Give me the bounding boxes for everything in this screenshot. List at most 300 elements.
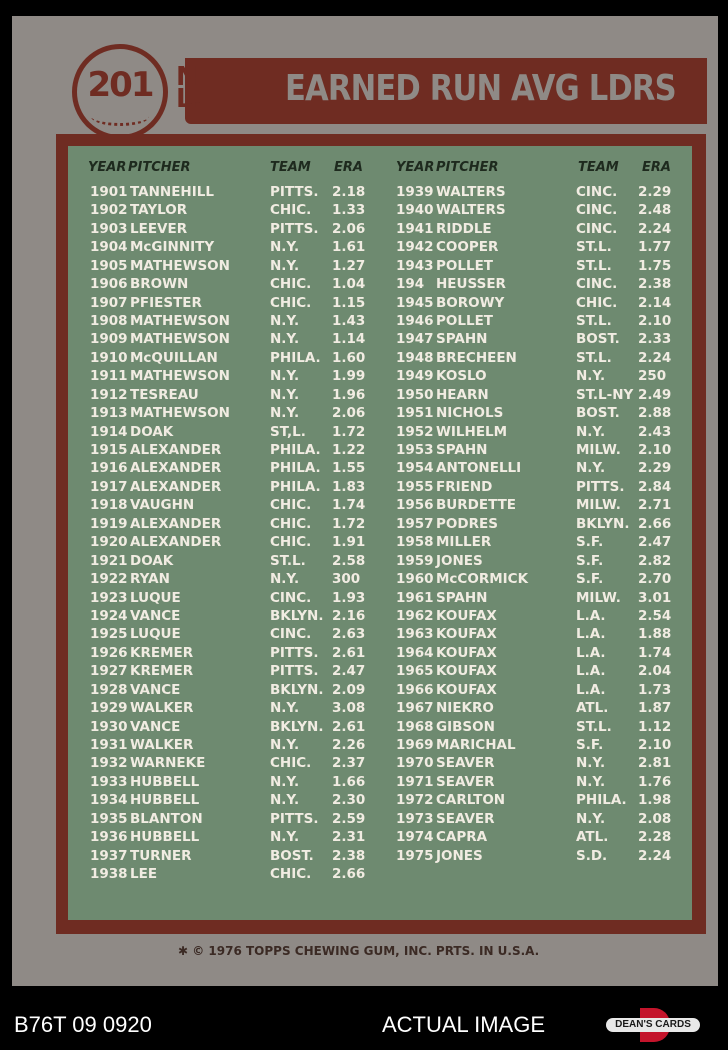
cell-era: 2.26: [332, 736, 366, 753]
cell-pitcher: VAUGHN: [130, 497, 195, 514]
cell-era: 1.73: [638, 681, 672, 698]
cell-era: 2.10: [638, 442, 672, 458]
cell-team: L.A.: [576, 663, 606, 680]
cell-team: MILW.: [576, 497, 621, 514]
card-code: B76T 09 0920: [14, 1012, 152, 1037]
cell-team: ST.L.: [576, 313, 612, 329]
cell-era: 1.22: [332, 442, 366, 458]
cell-era: 2.59: [332, 810, 366, 827]
cell-year: 1913: [90, 405, 128, 422]
cell-era: 1.87: [638, 700, 672, 716]
header-pitcher-left: PITCHER: [128, 160, 191, 175]
cell-pitcher: MATHEWSON: [130, 368, 230, 385]
cell-team: N.Y.: [270, 405, 300, 422]
cell-era: 2.09: [332, 681, 366, 698]
cell-team: N.Y.: [270, 239, 300, 256]
cell-year: 1903: [90, 220, 128, 237]
cell-era: 1.55: [332, 460, 366, 477]
league-bottom: L.: [176, 84, 203, 114]
cell-era: 1.75: [638, 257, 672, 274]
cell-era: 2.63: [332, 626, 366, 643]
cell-team: ST.L.: [576, 239, 612, 256]
cell-team: N.Y.: [270, 792, 300, 809]
cell-pitcher: BROWN: [130, 276, 189, 293]
cell-year: 1946: [396, 313, 434, 329]
cell-team: CHIC.: [270, 534, 312, 551]
cell-year: 1937: [90, 847, 128, 864]
cell-era: 2.70: [638, 571, 672, 587]
cell-pitcher: HEUSSER: [436, 276, 506, 293]
cell-year: 1975: [396, 847, 434, 864]
cell-team: S.F.: [576, 736, 604, 753]
header-team-left: TEAM: [270, 160, 311, 175]
cell-era: 1.14: [332, 331, 366, 348]
cell-team: CINC.: [576, 276, 618, 293]
cell-pitcher: VANCE: [130, 718, 181, 735]
cell-year: 1965: [396, 663, 434, 680]
cell-pitcher: ALEXANDER: [130, 534, 222, 551]
cell-team: PITTS.: [270, 184, 319, 200]
cell-year: 1908: [90, 313, 128, 329]
cell-team: N.Y.: [270, 386, 300, 403]
cell-year: 1922: [90, 571, 128, 587]
cell-team: PITTS.: [270, 644, 319, 661]
cell-era: 2.88: [638, 405, 672, 422]
cell-pitcher: RIDDLE: [436, 220, 492, 237]
cell-era: 3.08: [332, 700, 366, 716]
cell-year: 1933: [90, 773, 128, 790]
cell-pitcher: BOROWY: [436, 294, 505, 311]
cell-era: 1.77: [638, 239, 672, 256]
cell-team: N.Y.: [270, 700, 300, 716]
cell-era: 2.29: [638, 184, 672, 200]
cell-year: 1926: [90, 644, 128, 661]
cell-year: 1904: [90, 239, 128, 256]
cell-year: 1929: [90, 700, 128, 716]
cell-pitcher: KOUFAX: [436, 663, 497, 680]
cell-era: 1.96: [332, 386, 366, 403]
cell-era: 1.83: [332, 478, 366, 495]
cell-team: N.Y.: [576, 773, 606, 790]
cell-pitcher: TANNEHILL: [130, 184, 214, 200]
cell-era: 2.24: [638, 220, 672, 237]
card-number: 201: [87, 65, 153, 105]
cell-year: 1905: [90, 257, 128, 274]
cell-era: 1.99: [332, 368, 366, 385]
cell-year: 1955: [396, 478, 434, 495]
cell-era: 2.49: [638, 386, 672, 403]
cell-era: 2.08: [638, 810, 672, 827]
cell-year: 1914: [90, 423, 128, 440]
cell-era: 1.66: [332, 773, 366, 790]
cell-pitcher: MATHEWSON: [130, 331, 230, 348]
cell-era: 2.06: [332, 220, 366, 237]
cell-team: PHILA.: [576, 792, 627, 809]
cell-team: CHIC.: [270, 276, 312, 293]
cell-era: 1.12: [638, 718, 672, 735]
cell-team: ATL.: [576, 829, 609, 845]
cell-era: 2.81: [638, 755, 672, 772]
cell-year: 1970: [396, 755, 434, 772]
cell-team: N.Y.: [576, 368, 606, 385]
cell-pitcher: McCORMICK: [436, 571, 529, 587]
cell-pitcher: ALEXANDER: [130, 478, 222, 495]
cell-pitcher: WALTERS: [436, 202, 506, 219]
cell-team: N.Y.: [270, 773, 300, 790]
cell-year: 1942: [396, 239, 434, 256]
cell-year: 1972: [396, 792, 434, 809]
cell-year: 1952: [396, 423, 434, 440]
cell-team: N.Y.: [270, 331, 300, 348]
cell-pitcher: ALEXANDER: [130, 515, 222, 532]
cell-era: 300: [332, 571, 361, 587]
cell-era: 2.37: [332, 755, 366, 772]
cell-team: ST.L-NY: [576, 386, 634, 403]
cell-pitcher: MATHEWSON: [130, 257, 230, 274]
cell-pitcher: TAYLOR: [130, 202, 188, 219]
cell-team: L.A.: [576, 644, 606, 661]
cell-era: 2.61: [332, 718, 366, 735]
cell-year: 1934: [90, 792, 128, 809]
cell-year: 1945: [396, 294, 434, 311]
title-banner: [185, 58, 707, 124]
cell-era: 1.43: [332, 313, 366, 329]
league-top: N: [176, 62, 198, 92]
ball-seam: [91, 107, 149, 126]
copyright-footer: ✱ © 1976 TOPPS CHEWING GUM, INC. PRTS. IN U.S.A.: [178, 944, 540, 958]
cell-pitcher: FRIEND: [436, 478, 493, 495]
cell-year: 1940: [396, 202, 434, 219]
cell-year: 1969: [396, 736, 434, 753]
cell-team: ATL.: [576, 700, 609, 716]
deans-cards-logo: [606, 1008, 700, 1042]
cell-year: 1909: [90, 331, 128, 348]
cell-year: 1938: [90, 865, 128, 882]
cell-year: 1921: [90, 552, 128, 569]
cell-era: 2.71: [638, 497, 672, 514]
cell-pitcher: KOUFAX: [436, 626, 497, 643]
cell-pitcher: KOUFAX: [436, 607, 497, 624]
card-title: EARNED RUN AVG LDRS: [285, 68, 676, 109]
cell-era: 2.06: [332, 405, 366, 422]
cell-pitcher: DOAK: [130, 552, 174, 569]
cell-era: 1.72: [332, 423, 366, 440]
cell-era: 1.15: [332, 294, 366, 311]
cell-pitcher: SEAVER: [436, 773, 495, 790]
cell-era: 2.58: [332, 552, 366, 569]
cell-team: S.F.: [576, 571, 604, 587]
cell-pitcher: LUQUE: [130, 589, 181, 606]
cell-era: 2.38: [332, 847, 366, 864]
cell-pitcher: HUBBELL: [130, 829, 200, 845]
cell-year: 1958: [396, 534, 434, 551]
cell-pitcher: ALEXANDER: [130, 460, 222, 477]
cell-team: PHILA.: [270, 460, 321, 477]
cell-team: ST,L.: [270, 423, 306, 440]
cell-year: 1915: [90, 442, 128, 458]
cell-team: MILW.: [576, 442, 621, 458]
cell-team: PHILA.: [270, 442, 321, 458]
cell-pitcher: DOAK: [130, 423, 174, 440]
cell-pitcher: WALKER: [130, 736, 194, 753]
cell-team: BKLYN.: [576, 515, 630, 532]
cell-year: 1964: [396, 644, 434, 661]
cell-team: CINC.: [576, 220, 618, 237]
cell-pitcher: KREMER: [130, 663, 194, 680]
cell-pitcher: McQUILLAN: [130, 349, 218, 366]
cell-year: 1918: [90, 497, 128, 514]
header-pitcher-right: PITCHER: [436, 160, 499, 175]
cell-era: 2.66: [638, 515, 672, 532]
cell-pitcher: HUBBELL: [130, 792, 200, 809]
cell-era: 2.82: [638, 552, 672, 569]
cell-year: 1954: [396, 460, 434, 477]
cell-year: 1925: [90, 626, 128, 643]
cell-era: 2.61: [332, 644, 366, 661]
cell-year: 1973: [396, 810, 434, 827]
cell-year: 1907: [90, 294, 128, 311]
cell-year: 1956: [396, 497, 434, 514]
cell-team: S.F.: [576, 534, 604, 551]
cell-year: 1953: [396, 442, 434, 458]
cell-pitcher: BLANTON: [130, 810, 203, 827]
cell-team: PHILA.: [270, 349, 321, 366]
cell-era: 1.74: [332, 497, 366, 514]
cell-era: 250: [638, 368, 667, 385]
logo-text: DEAN'S CARDS: [606, 1018, 700, 1032]
cell-year: 1967: [396, 700, 434, 716]
cell-team: CHIC.: [270, 755, 312, 772]
header-year-right: YEAR: [396, 160, 435, 175]
cell-year: 1936: [90, 829, 128, 845]
cell-pitcher: KOSLO: [436, 368, 487, 385]
cell-pitcher: BURDETTE: [436, 497, 517, 514]
cell-team: N.Y.: [576, 810, 606, 827]
cell-team: BOST.: [576, 405, 620, 422]
cell-pitcher: MATHEWSON: [130, 313, 230, 329]
header-year-left: YEAR: [88, 160, 127, 175]
cell-pitcher: WALTERS: [436, 184, 506, 200]
cell-team: MILW.: [576, 589, 621, 606]
cell-pitcher: NICHOLS: [436, 405, 504, 422]
cell-pitcher: VANCE: [130, 681, 181, 698]
cell-team: CHIC.: [576, 294, 618, 311]
cell-year: 1932: [90, 755, 128, 772]
cell-era: 2.10: [638, 313, 672, 329]
cell-year: 1943: [396, 257, 434, 274]
cell-era: 2.18: [332, 184, 366, 200]
cell-era: 2.30: [332, 792, 366, 809]
cell-pitcher: LEE: [130, 865, 158, 882]
cell-year: 1935: [90, 810, 128, 827]
cell-team: PITTS.: [270, 663, 319, 680]
cell-era: 1.33: [332, 202, 366, 219]
cell-year: 1948: [396, 349, 434, 366]
cell-pitcher: SPAHN: [436, 589, 488, 606]
cell-team: BKLYN.: [270, 607, 324, 624]
cell-year: 1957: [396, 515, 434, 532]
cell-year: 1917: [90, 478, 128, 495]
cell-team: PITTS.: [576, 478, 625, 495]
cell-pitcher: MARICHAL: [436, 736, 516, 753]
cell-team: N.Y.: [270, 257, 300, 274]
cell-pitcher: HEARN: [436, 386, 489, 403]
cell-pitcher: SPAHN: [436, 442, 488, 458]
cell-team: ST.L.: [576, 257, 612, 274]
cell-pitcher: VANCE: [130, 607, 181, 624]
cell-era: 2.47: [332, 663, 366, 680]
cell-team: ST.L.: [576, 349, 612, 366]
cell-year: 1962: [396, 607, 434, 624]
cell-era: 2.38: [638, 276, 672, 293]
cell-team: BKLYN.: [270, 718, 324, 735]
cell-team: CINC.: [270, 589, 312, 606]
cell-era: 1.91: [332, 534, 366, 551]
cell-era: 2.28: [638, 829, 672, 845]
cell-year: 1974: [396, 829, 434, 845]
cell-year: 1924: [90, 607, 128, 624]
cell-year: 194: [396, 276, 425, 293]
cell-year: 1928: [90, 681, 128, 698]
cell-pitcher: NIEKRO: [436, 700, 494, 716]
cell-team: CINC.: [576, 184, 618, 200]
cell-pitcher: KOUFAX: [436, 681, 497, 698]
cell-team: L.A.: [576, 607, 606, 624]
actual-image-label: ACTUAL IMAGE: [382, 1012, 545, 1037]
cell-pitcher: McGINNITY: [130, 239, 215, 256]
cell-pitcher: TESREAU: [130, 386, 199, 403]
cell-era: 2.43: [638, 423, 672, 440]
cell-pitcher: SPAHN: [436, 331, 488, 348]
cell-pitcher: KREMER: [130, 644, 194, 661]
cell-era: 1.88: [638, 626, 672, 643]
cell-era: 2.04: [638, 663, 672, 680]
league-badge: [176, 62, 203, 114]
cell-year: 1910: [90, 349, 128, 366]
cell-era: 2.31: [332, 829, 366, 845]
cell-pitcher: CAPRA: [436, 829, 488, 845]
cell-team: BKLYN.: [270, 681, 324, 698]
cell-team: N.Y.: [270, 571, 300, 587]
cell-era: 1.04: [332, 276, 366, 293]
cell-year: 1931: [90, 736, 128, 753]
cell-year: 1923: [90, 589, 128, 606]
cell-pitcher: WALKER: [130, 700, 194, 716]
cell-pitcher: TURNER: [130, 847, 192, 864]
cell-team: L.A.: [576, 626, 606, 643]
cell-year: 1920: [90, 534, 128, 551]
header-era-left: ERA: [334, 160, 363, 175]
cell-pitcher: ALEXANDER: [130, 442, 222, 458]
cell-team: CINC.: [270, 626, 312, 643]
cell-team: PITTS.: [270, 220, 319, 237]
cell-team: N.Y.: [576, 755, 606, 772]
cell-pitcher: SEAVER: [436, 810, 495, 827]
cell-era: 1.74: [638, 644, 672, 661]
cell-year: 1941: [396, 220, 434, 237]
cell-era: 3.01: [638, 589, 672, 606]
cell-team: BOST.: [270, 847, 314, 864]
cell-pitcher: SEAVER: [436, 755, 495, 772]
cell-era: 2.29: [638, 460, 672, 477]
cell-era: 2.66: [332, 865, 366, 882]
cell-era: 2.24: [638, 847, 672, 864]
header-era-right: ERA: [642, 160, 671, 175]
cell-pitcher: POLLET: [436, 313, 494, 329]
cell-team: S.F.: [576, 552, 604, 569]
header-team-right: TEAM: [578, 160, 619, 175]
cell-pitcher: ANTONELLI: [436, 460, 522, 477]
cell-era: 2.84: [638, 478, 672, 495]
cell-pitcher: MILLER: [436, 534, 492, 551]
cell-year: 1902: [90, 202, 128, 219]
cell-era: 1.93: [332, 589, 366, 606]
cell-era: 1.27: [332, 257, 366, 274]
cell-pitcher: HUBBELL: [130, 773, 200, 790]
cell-era: 2.24: [638, 349, 672, 366]
cell-pitcher: COOPER: [436, 239, 499, 256]
cell-pitcher: PFIESTER: [130, 294, 202, 311]
cell-pitcher: BRECHEEN: [436, 349, 517, 366]
cell-pitcher: CARLTON: [436, 792, 506, 809]
cell-team: N.Y.: [576, 423, 606, 440]
cell-era: 1.76: [638, 773, 672, 790]
cell-year: 1927: [90, 663, 128, 680]
cell-team: N.Y.: [270, 736, 300, 753]
cell-year: 1959: [396, 552, 434, 569]
cell-pitcher: WILHELM: [436, 423, 508, 440]
cell-era: 2.16: [332, 607, 366, 624]
cell-year: 1971: [396, 773, 434, 790]
cell-team: N.Y.: [270, 829, 300, 845]
cell-pitcher: LUQUE: [130, 626, 181, 643]
cell-team: ST.L.: [576, 718, 612, 735]
cell-year: 1930: [90, 718, 128, 735]
cell-year: 1961: [396, 589, 434, 606]
cell-team: N.Y.: [576, 460, 606, 477]
cell-pitcher: JONES: [436, 847, 483, 864]
cell-year: 1949: [396, 368, 434, 385]
cell-pitcher: PODRES: [436, 515, 498, 532]
cell-team: N.Y.: [270, 368, 300, 385]
cell-year: 1916: [90, 460, 128, 477]
cell-team: CHIC.: [270, 497, 312, 514]
cell-era: 1.61: [332, 239, 366, 256]
cell-era: 1.72: [332, 515, 366, 532]
cell-team: PITTS.: [270, 810, 319, 827]
cell-year: 1963: [396, 626, 434, 643]
cell-pitcher: JONES: [436, 552, 483, 569]
cell-pitcher: KOUFAX: [436, 644, 497, 661]
cell-pitcher: POLLET: [436, 257, 494, 274]
cell-year: 1968: [396, 718, 434, 735]
baseball-icon: [72, 44, 168, 140]
cell-pitcher: WARNEKE: [130, 755, 206, 772]
cell-era: 2.48: [638, 202, 672, 219]
cell-team: CHIC.: [270, 865, 312, 882]
cell-year: 1950: [396, 386, 434, 403]
cell-era: 2.14: [638, 294, 672, 311]
cell-team: N.Y.: [270, 313, 300, 329]
cell-year: 1947: [396, 331, 434, 348]
cell-team: S.D.: [576, 847, 608, 864]
cell-team: CHIC.: [270, 294, 312, 311]
cell-team: CINC.: [576, 202, 618, 219]
cell-year: 1901: [90, 184, 128, 200]
cell-era: 1.60: [332, 349, 366, 366]
cell-team: L.A.: [576, 681, 606, 698]
cell-team: ST.L.: [270, 552, 306, 569]
